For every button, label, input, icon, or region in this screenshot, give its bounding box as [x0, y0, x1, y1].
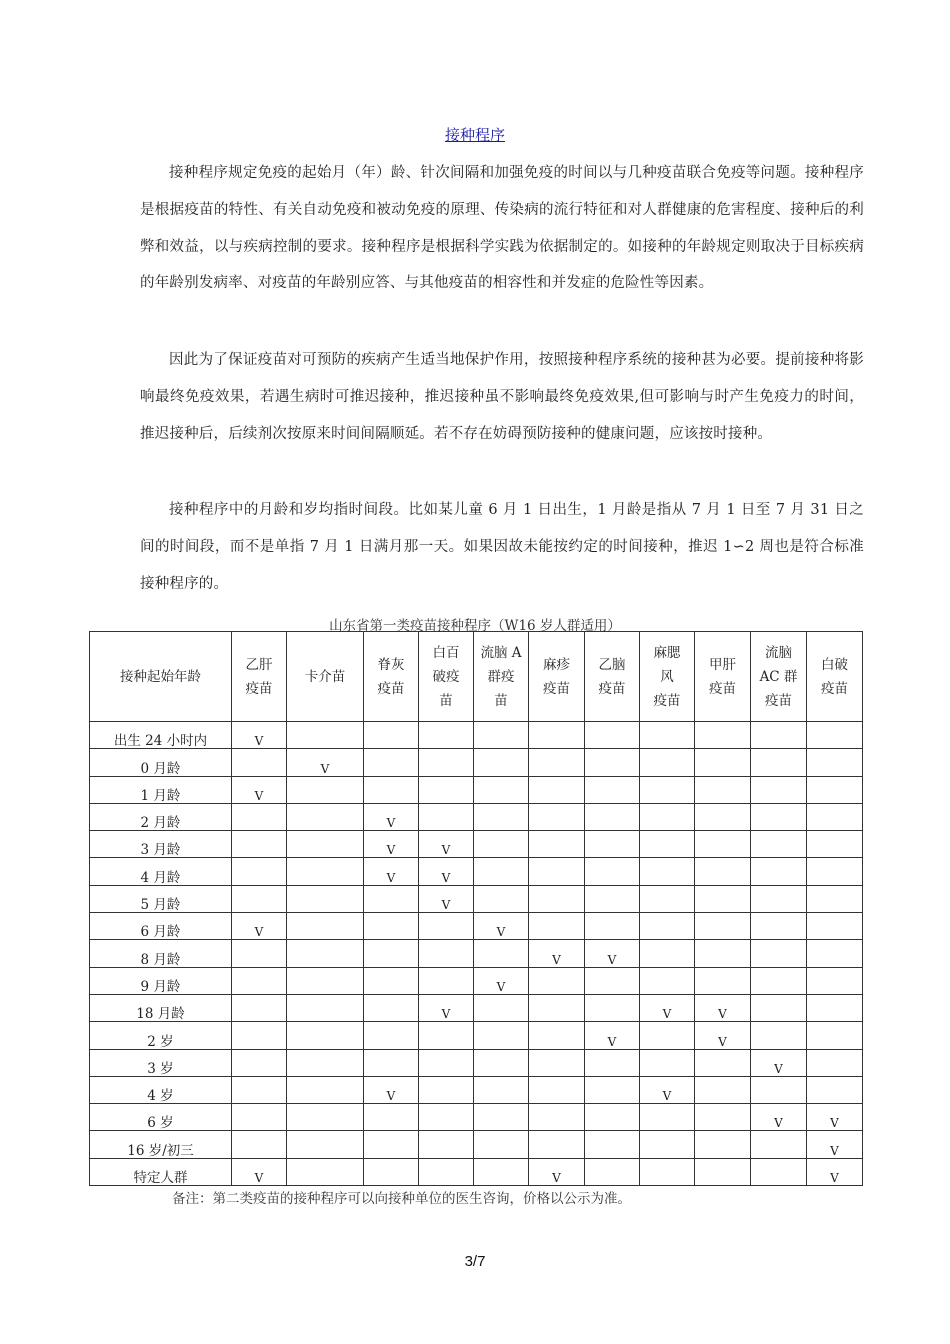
- age-cell: 5 月龄: [90, 885, 232, 912]
- empty-cell: [364, 1131, 419, 1158]
- empty-cell: [807, 858, 863, 885]
- header-vaccine: 流脑 A 群疫 苗: [474, 632, 529, 722]
- empty-cell: [640, 1104, 695, 1131]
- mark-cell: [640, 1076, 695, 1103]
- empty-cell: [419, 1104, 474, 1131]
- empty-cell: [751, 1131, 807, 1158]
- empty-cell: [287, 913, 364, 940]
- check-mark: V: [774, 1061, 783, 1076]
- empty-cell: [364, 1104, 419, 1131]
- empty-cell: [585, 803, 640, 830]
- empty-cell: [695, 940, 751, 967]
- empty-cell: [751, 1076, 807, 1103]
- paragraph-2: 因此为了保证疫苗对可预防的疾病产生适当地保护作用，按照接种程序系统的接种甚为必要。提前接种将影响最终免疫效果，若遇生病时可推迟接种，推迟接种虽不影响最终免疫效果,但可影响与时产生免疫力的时间，推迟接种后，后续剂次按原来时间间隔顺延。若不存在妨碍预防接种的健康问题，应该按时接种。: [140, 352, 864, 442]
- table-row: [90, 1158, 863, 1185]
- empty-cell: [287, 885, 364, 912]
- empty-cell: [529, 749, 585, 776]
- empty-cell: [585, 1104, 640, 1131]
- empty-cell: [364, 749, 419, 776]
- mark-cell: [807, 1104, 863, 1131]
- header-vaccine: 乙肝 疫苗: [232, 632, 287, 722]
- empty-cell: [232, 1104, 287, 1131]
- empty-cell: [807, 749, 863, 776]
- empty-cell: [474, 940, 529, 967]
- empty-cell: [287, 1076, 364, 1103]
- mark-cell: [529, 1158, 585, 1185]
- mark-cell: [695, 994, 751, 1021]
- check-mark: V: [774, 1116, 783, 1131]
- empty-cell: [364, 1158, 419, 1185]
- empty-cell: [529, 722, 585, 749]
- check-mark: V: [441, 1007, 451, 1022]
- table-header-row: [90, 632, 863, 722]
- paragraph-3: 接种程序中的月龄和岁均指时间段。比如某儿童 6 月 1 日出生，1 月龄是指从 7 月 1 日至 7 月 31 日之间的时间段，而不是单指 7 月 1 日满月那一天。如果因故未能按约定的时间接种，推迟 1∽2 周也是符合标准接种程序的。: [140, 502, 864, 592]
- mark-cell: [529, 940, 585, 967]
- empty-cell: [364, 1022, 419, 1049]
- empty-cell: [695, 967, 751, 994]
- page-number: 3/7: [464, 1253, 486, 1270]
- header-vaccine: 甲肝 疫苗: [695, 632, 751, 722]
- paragraph-1: 接种程序规定免疫的起始月（年）龄、针次间隔和加强免疫的时间以与几种疫苗联合免疫等问题。接种程序是根据疫苗的特性、有关自动免疫和被动免疫的原理、传染病的流行特征和对人群健康的危害程度、接种后的利弊和效益，以与疾病控制的要求。接种程序是根据科学实践为依据制定的。如接种的年龄规定则取决于目标疾病的年龄别发病率、对疫苗的年龄别应答、与其他疫苗的相容性和并发症的危险性等因素。: [140, 165, 864, 292]
- empty-cell: [419, 803, 474, 830]
- check-mark: V: [254, 788, 264, 803]
- empty-cell: [474, 776, 529, 803]
- empty-cell: [364, 967, 419, 994]
- check-mark: V: [441, 843, 451, 858]
- mark-cell: [364, 831, 419, 858]
- mark-cell: [474, 967, 529, 994]
- empty-cell: [807, 831, 863, 858]
- empty-cell: [529, 858, 585, 885]
- empty-cell: [751, 967, 807, 994]
- empty-cell: [529, 776, 585, 803]
- empty-cell: [364, 1049, 419, 1076]
- empty-cell: [585, 1076, 640, 1103]
- check-mark: V: [386, 843, 396, 858]
- mark-cell: [807, 1131, 863, 1158]
- empty-cell: [751, 1158, 807, 1185]
- mark-cell: [640, 994, 695, 1021]
- empty-cell: [287, 940, 364, 967]
- empty-cell: [585, 1158, 640, 1185]
- mark-cell: [419, 858, 474, 885]
- mark-cell: [585, 1022, 640, 1049]
- empty-cell: [585, 1131, 640, 1158]
- empty-cell: [807, 940, 863, 967]
- check-mark: V: [320, 761, 330, 776]
- empty-cell: [640, 1158, 695, 1185]
- mark-cell: [232, 1158, 287, 1185]
- empty-cell: [751, 722, 807, 749]
- empty-cell: [807, 1049, 863, 1076]
- mark-cell: [419, 831, 474, 858]
- check-mark: V: [718, 1007, 727, 1022]
- empty-cell: [640, 722, 695, 749]
- empty-cell: [474, 831, 529, 858]
- empty-cell: [640, 940, 695, 967]
- check-mark: V: [386, 816, 396, 831]
- empty-cell: [529, 885, 585, 912]
- header-vaccine: 乙脑 疫苗: [585, 632, 640, 722]
- mark-cell: [232, 722, 287, 749]
- mark-cell: [751, 1049, 807, 1076]
- empty-cell: [529, 1049, 585, 1076]
- empty-cell: [287, 1022, 364, 1049]
- empty-cell: [474, 994, 529, 1021]
- empty-cell: [529, 967, 585, 994]
- empty-cell: [751, 749, 807, 776]
- header-vaccine: 白破 疫苗: [807, 632, 863, 722]
- check-mark: V: [830, 1171, 839, 1186]
- mark-cell: [419, 885, 474, 912]
- age-cell: 16 岁/初三: [90, 1131, 232, 1158]
- empty-cell: [640, 885, 695, 912]
- mark-cell: [695, 1022, 751, 1049]
- empty-cell: [364, 994, 419, 1021]
- age-cell: 3 岁: [90, 1049, 232, 1076]
- empty-cell: [232, 1049, 287, 1076]
- empty-cell: [364, 776, 419, 803]
- empty-cell: [287, 803, 364, 830]
- mark-cell: [364, 1076, 419, 1103]
- table-row: [90, 776, 863, 803]
- empty-cell: [807, 967, 863, 994]
- empty-cell: [287, 722, 364, 749]
- check-mark: V: [552, 952, 561, 967]
- empty-cell: [585, 858, 640, 885]
- mark-cell: [364, 858, 419, 885]
- table-row: [90, 885, 863, 912]
- empty-cell: [364, 940, 419, 967]
- check-mark: V: [496, 925, 506, 940]
- empty-cell: [287, 831, 364, 858]
- mark-cell: [364, 803, 419, 830]
- empty-cell: [474, 1131, 529, 1158]
- mark-cell: [287, 749, 364, 776]
- mark-cell: [232, 913, 287, 940]
- empty-cell: [695, 858, 751, 885]
- empty-cell: [695, 913, 751, 940]
- mark-cell: [419, 994, 474, 1021]
- empty-cell: [474, 722, 529, 749]
- empty-cell: [695, 803, 751, 830]
- check-mark: V: [607, 952, 617, 967]
- age-cell: 2 月龄: [90, 803, 232, 830]
- check-mark: V: [830, 1116, 839, 1131]
- vaccine-schedule-table: [89, 631, 863, 1186]
- empty-cell: [232, 749, 287, 776]
- table-row: [90, 1104, 863, 1131]
- empty-cell: [419, 913, 474, 940]
- empty-cell: [232, 1022, 287, 1049]
- check-mark: V: [830, 1143, 839, 1158]
- empty-cell: [807, 803, 863, 830]
- empty-cell: [419, 967, 474, 994]
- age-cell: 9 月龄: [90, 967, 232, 994]
- empty-cell: [287, 858, 364, 885]
- empty-cell: [232, 940, 287, 967]
- check-mark: V: [386, 1089, 396, 1104]
- empty-cell: [529, 1022, 585, 1049]
- empty-cell: [232, 803, 287, 830]
- table-caption: 山东省第一类疫苗接种程序（W16 岁人群适用）: [329, 618, 621, 634]
- table-row: [90, 1076, 863, 1103]
- empty-cell: [695, 885, 751, 912]
- empty-cell: [474, 1076, 529, 1103]
- empty-cell: [751, 831, 807, 858]
- age-cell: 2 岁: [90, 1022, 232, 1049]
- empty-cell: [232, 1076, 287, 1103]
- empty-cell: [419, 1131, 474, 1158]
- empty-cell: [695, 1049, 751, 1076]
- empty-cell: [287, 967, 364, 994]
- empty-cell: [695, 1076, 751, 1103]
- table-row: [90, 913, 863, 940]
- empty-cell: [419, 1049, 474, 1076]
- empty-cell: [695, 776, 751, 803]
- empty-cell: [585, 994, 640, 1021]
- empty-cell: [640, 831, 695, 858]
- check-mark: V: [662, 1089, 672, 1104]
- empty-cell: [474, 1049, 529, 1076]
- check-mark: V: [386, 870, 396, 885]
- empty-cell: [585, 722, 640, 749]
- empty-cell: [287, 1158, 364, 1185]
- mark-cell: [807, 1158, 863, 1185]
- age-cell: 1 月龄: [90, 776, 232, 803]
- empty-cell: [640, 858, 695, 885]
- empty-cell: [807, 1022, 863, 1049]
- age-cell: 6 月龄: [90, 913, 232, 940]
- empty-cell: [474, 858, 529, 885]
- age-cell: 18 月龄: [90, 994, 232, 1021]
- empty-cell: [695, 831, 751, 858]
- empty-cell: [364, 913, 419, 940]
- empty-cell: [364, 885, 419, 912]
- empty-cell: [695, 1131, 751, 1158]
- table-row: [90, 1022, 863, 1049]
- empty-cell: [695, 722, 751, 749]
- empty-cell: [640, 1131, 695, 1158]
- empty-cell: [232, 885, 287, 912]
- mark-cell: [232, 776, 287, 803]
- empty-cell: [474, 749, 529, 776]
- empty-cell: [364, 722, 419, 749]
- table-row: [90, 749, 863, 776]
- empty-cell: [529, 803, 585, 830]
- mark-cell: [474, 913, 529, 940]
- empty-cell: [751, 913, 807, 940]
- empty-cell: [419, 776, 474, 803]
- empty-cell: [695, 749, 751, 776]
- header-vaccine: 脊灰 疫苗: [364, 632, 419, 722]
- age-cell: 4 岁: [90, 1076, 232, 1103]
- page-title: 接种程序: [444, 126, 505, 144]
- table-row: [90, 722, 863, 749]
- empty-cell: [751, 885, 807, 912]
- header-vaccine: 卡介苗: [287, 632, 364, 722]
- header-vaccine: 麻疹 疫苗: [529, 632, 585, 722]
- check-mark: V: [607, 1034, 617, 1049]
- empty-cell: [585, 749, 640, 776]
- empty-cell: [640, 967, 695, 994]
- empty-cell: [807, 1076, 863, 1103]
- empty-cell: [474, 803, 529, 830]
- age-cell: 出生 24 小时内: [90, 722, 232, 749]
- empty-cell: [419, 1076, 474, 1103]
- empty-cell: [287, 1104, 364, 1131]
- empty-cell: [751, 940, 807, 967]
- empty-cell: [419, 749, 474, 776]
- empty-cell: [585, 967, 640, 994]
- empty-cell: [474, 1104, 529, 1131]
- age-cell: 特定人群: [90, 1158, 232, 1185]
- check-mark: V: [254, 1171, 264, 1186]
- header-vaccine: 流脑 AC 群 疫苗: [751, 632, 807, 722]
- table-note: 备注：第二类疫苗的接种程序可以向接种单位的医生咨询，价格以公示为准。: [172, 1191, 631, 1207]
- empty-cell: [287, 994, 364, 1021]
- table-row: [90, 1049, 863, 1076]
- empty-cell: [529, 913, 585, 940]
- empty-cell: [640, 749, 695, 776]
- empty-cell: [640, 1022, 695, 1049]
- mark-cell: [585, 940, 640, 967]
- empty-cell: [287, 776, 364, 803]
- age-cell: 4 月龄: [90, 858, 232, 885]
- empty-cell: [419, 1022, 474, 1049]
- check-mark: V: [441, 870, 451, 885]
- empty-cell: [232, 858, 287, 885]
- check-mark: V: [441, 898, 451, 913]
- empty-cell: [419, 722, 474, 749]
- empty-cell: [807, 994, 863, 1021]
- empty-cell: [807, 722, 863, 749]
- check-mark: V: [496, 979, 506, 994]
- empty-cell: [695, 1158, 751, 1185]
- age-cell: 6 岁: [90, 1104, 232, 1131]
- check-mark: V: [254, 734, 264, 749]
- age-cell: 8 月龄: [90, 940, 232, 967]
- age-cell: 0 月龄: [90, 749, 232, 776]
- header-age: 接种起始年龄: [90, 632, 232, 722]
- empty-cell: [640, 776, 695, 803]
- empty-cell: [585, 831, 640, 858]
- empty-cell: [232, 1131, 287, 1158]
- empty-cell: [474, 1158, 529, 1185]
- empty-cell: [751, 776, 807, 803]
- empty-cell: [232, 831, 287, 858]
- empty-cell: [419, 1158, 474, 1185]
- empty-cell: [287, 1049, 364, 1076]
- empty-cell: [640, 803, 695, 830]
- table-row: [90, 831, 863, 858]
- header-vaccine: 麻腮 风 疫苗: [640, 632, 695, 722]
- empty-cell: [529, 1131, 585, 1158]
- empty-cell: [751, 803, 807, 830]
- empty-cell: [807, 913, 863, 940]
- table-row: [90, 1131, 863, 1158]
- table-row: [90, 967, 863, 994]
- empty-cell: [232, 994, 287, 1021]
- empty-cell: [695, 1104, 751, 1131]
- check-mark: V: [718, 1034, 727, 1049]
- empty-cell: [807, 776, 863, 803]
- empty-cell: [529, 1104, 585, 1131]
- check-mark: V: [662, 1007, 672, 1022]
- empty-cell: [751, 1022, 807, 1049]
- empty-cell: [419, 940, 474, 967]
- empty-cell: [474, 1022, 529, 1049]
- empty-cell: [287, 1131, 364, 1158]
- check-mark: V: [552, 1171, 561, 1186]
- table-row: [90, 994, 863, 1021]
- empty-cell: [474, 885, 529, 912]
- empty-cell: [807, 885, 863, 912]
- table-row: [90, 858, 863, 885]
- age-cell: 3 月龄: [90, 831, 232, 858]
- empty-cell: [585, 776, 640, 803]
- empty-cell: [751, 858, 807, 885]
- empty-cell: [529, 1076, 585, 1103]
- empty-cell: [529, 994, 585, 1021]
- header-vaccine: 白百 破疫 苗: [419, 632, 474, 722]
- empty-cell: [585, 885, 640, 912]
- check-mark: V: [254, 925, 264, 940]
- empty-cell: [585, 913, 640, 940]
- empty-cell: [640, 913, 695, 940]
- mark-cell: [751, 1104, 807, 1131]
- empty-cell: [640, 1049, 695, 1076]
- empty-cell: [751, 994, 807, 1021]
- empty-cell: [232, 967, 287, 994]
- table-row: [90, 803, 863, 830]
- empty-cell: [585, 1049, 640, 1076]
- empty-cell: [529, 831, 585, 858]
- table-row: [90, 940, 863, 967]
